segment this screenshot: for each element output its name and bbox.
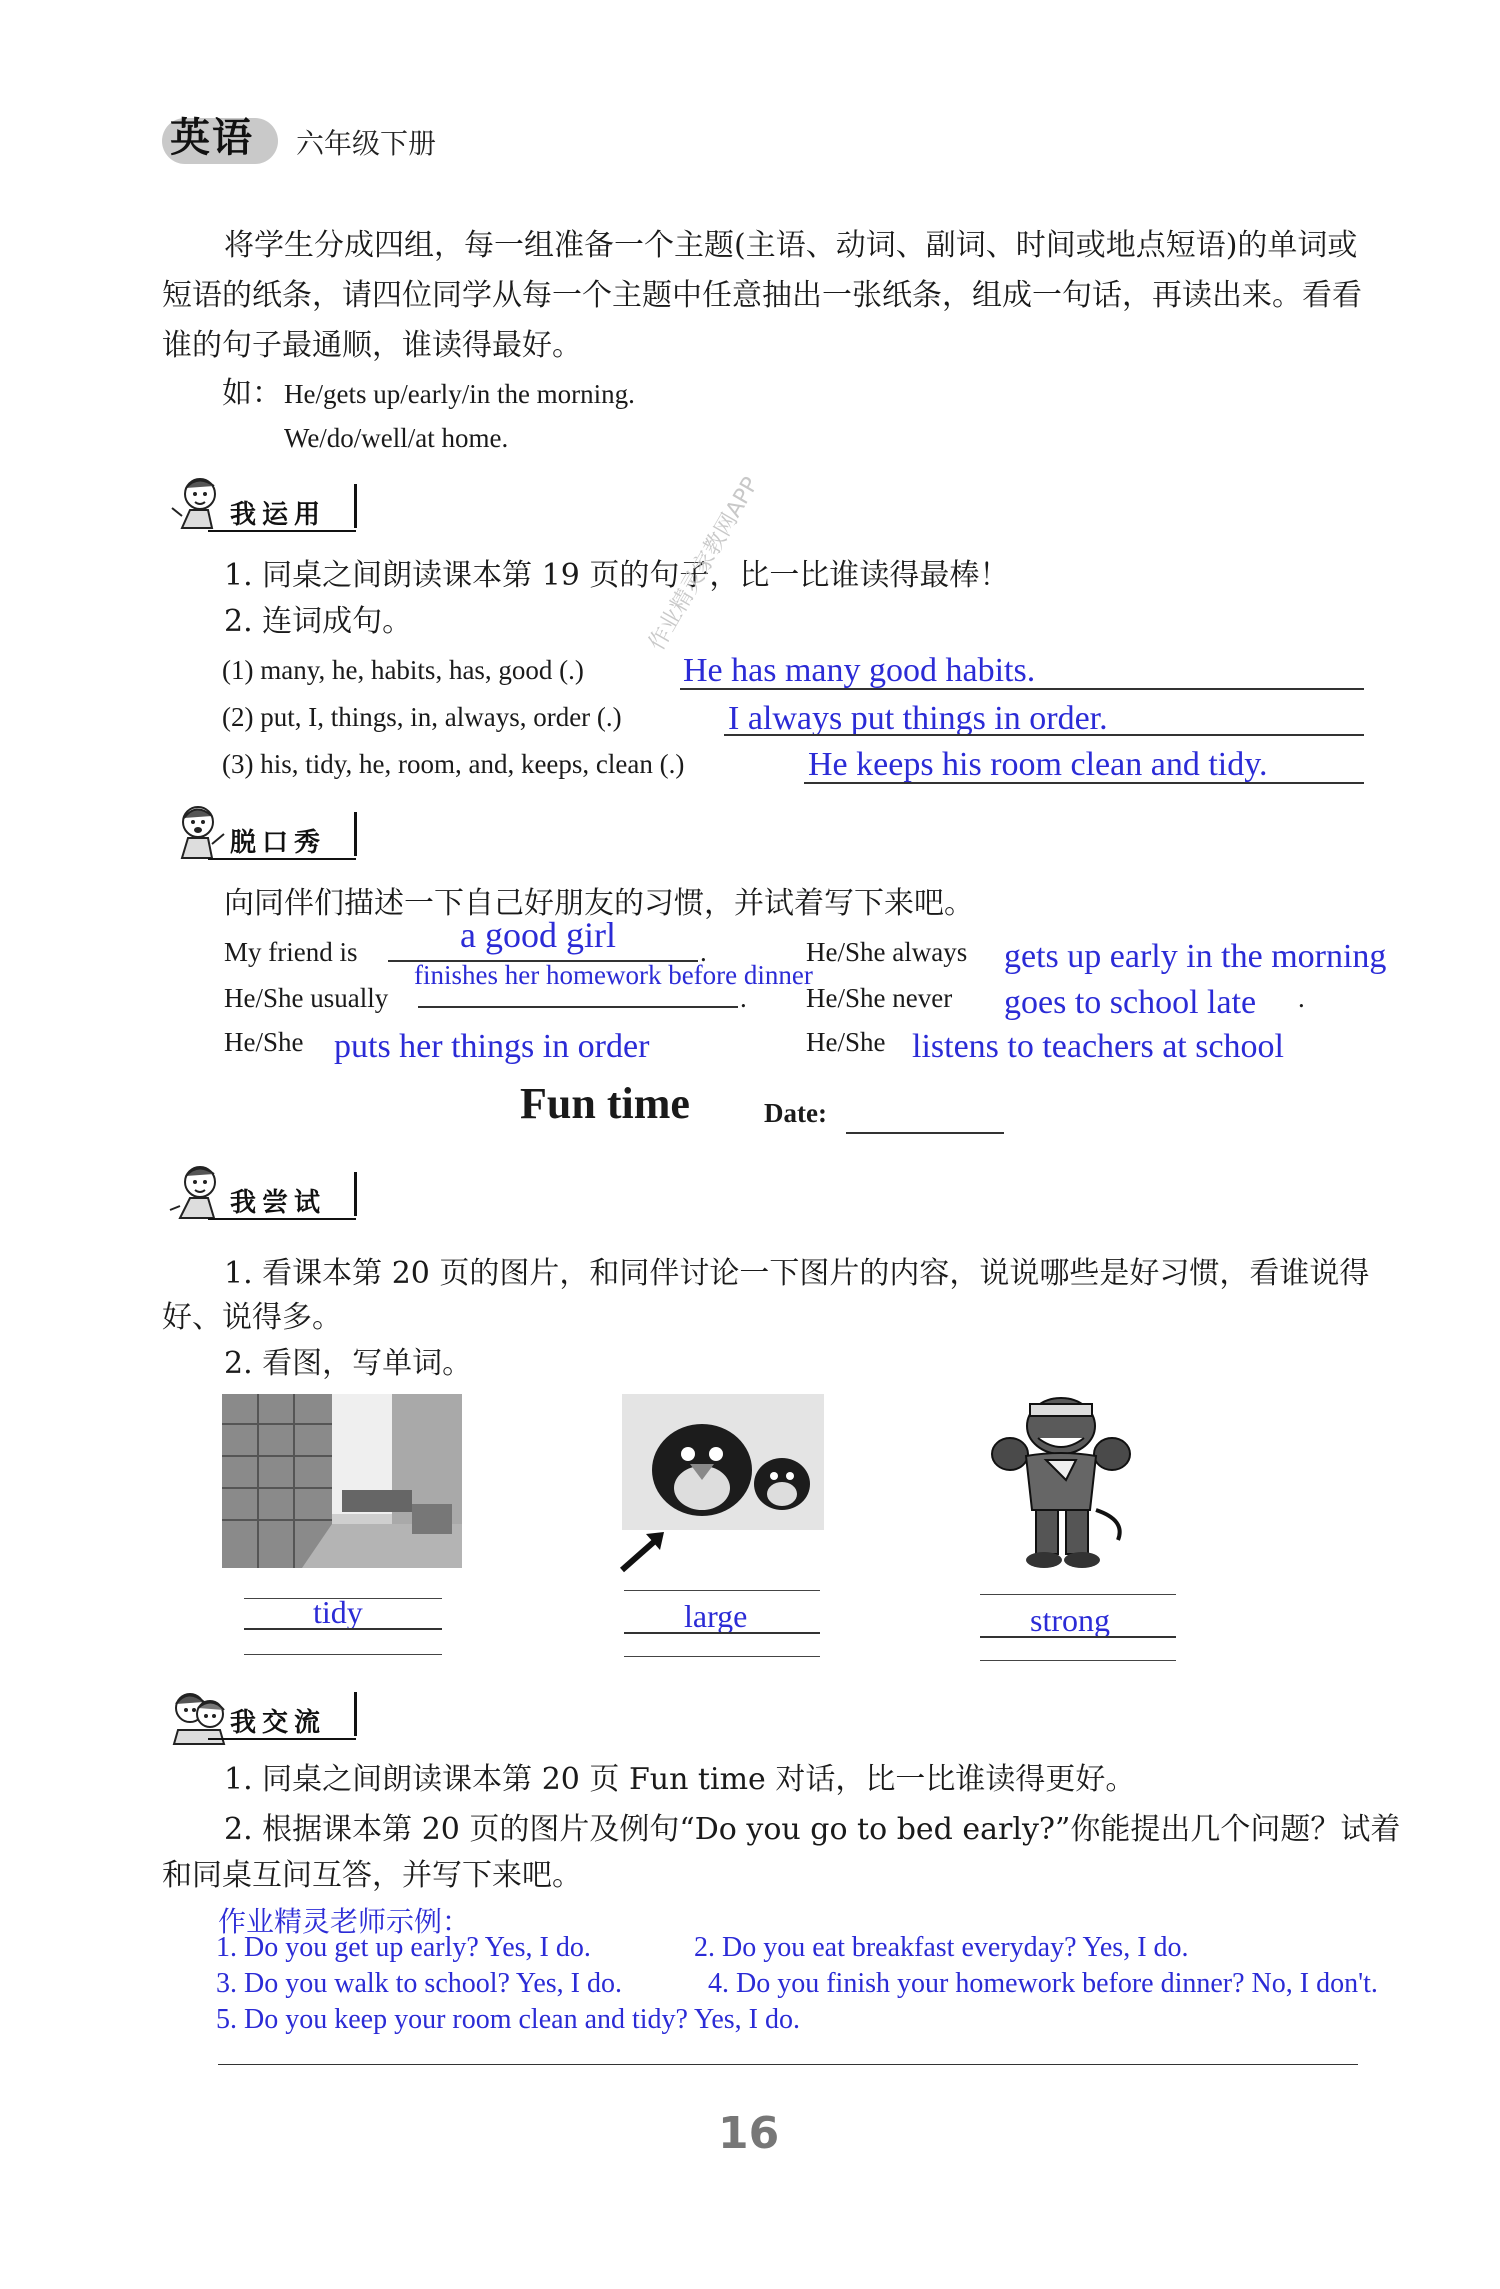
- teacher-example-label: 作业精灵老师示例：: [218, 1905, 471, 1938]
- large-bird-picture: [622, 1394, 824, 1530]
- example-label: 如：: [222, 376, 282, 411]
- try-q1-line1: 1. 看课本第 20 页的图片，和同伴讨论一下图片的内容，说说哪些是好习惯，看谁说得: [224, 1256, 1370, 1291]
- communicate-q2-line2: 和同桌互问互答，并写下来吧。: [162, 1858, 582, 1893]
- use-item-3-prompt: (3) his, tidy, he, room, and, keeps, clean (.): [222, 749, 685, 779]
- intro-line-1: 将学生分成四组，每一组准备一个主题(主语、动词、副词、时间或地点短语)的单词或: [224, 228, 1358, 263]
- talk-show-instruction: 向同伴们描述一下自己好朋友的习惯，并试着写下来吧。: [224, 886, 974, 921]
- example-1: He/gets up/early/in the morning.: [284, 379, 635, 409]
- section-bar: [354, 1692, 357, 1736]
- he-answer-1: puts her things in order: [334, 1028, 650, 1065]
- always-answer: gets up early in the morning: [1004, 938, 1387, 975]
- teacher-example-1: 1. Do you get up early? Yes, I do.: [216, 1932, 591, 1963]
- always-label: He/She always: [806, 937, 968, 967]
- he-label-1: He/She: [224, 1027, 304, 1057]
- answer-line: [680, 688, 1364, 690]
- watermark: 作业精灵家教网APP: [644, 473, 764, 655]
- strong-wolf-illustration-icon: [986, 1390, 1136, 1572]
- answer-line: [980, 1594, 1176, 1595]
- intro-line-3: 谁的句子最通顺，谁读得最好。: [162, 328, 582, 363]
- answer-line: [244, 1628, 442, 1630]
- strong-wolf-picture: [986, 1390, 1136, 1572]
- answer-line: [624, 1656, 820, 1657]
- never-label: He/She never: [806, 983, 953, 1013]
- answer-line: [244, 1654, 442, 1655]
- use-item-1-answer: He has many good habits.: [683, 652, 1036, 689]
- section-header-try: [168, 1160, 368, 1226]
- date-label: Date:: [764, 1098, 827, 1128]
- section-bar: [354, 1172, 357, 1216]
- try-q2: 2. 看图，写单词。: [224, 1346, 473, 1381]
- intro-line-2: 短语的纸条，请四位同学从每一个主题中任意抽出一张纸条，组成一句话，再读出来。看看: [162, 278, 1362, 313]
- answer-line: [804, 782, 1364, 784]
- answer-line: [418, 1006, 738, 1008]
- tidy-room-picture: [222, 1394, 462, 1568]
- subject-badge: [160, 112, 278, 164]
- teacher-example-5: 5. Do you keep your room clean and tidy? Yes, I do.: [216, 2004, 801, 2035]
- answer-line: [980, 1660, 1176, 1661]
- teacher-example-3: 3. Do you walk to school? Yes, I do.: [216, 1968, 622, 1999]
- subject-title: 英语: [170, 115, 254, 161]
- section-underline: [208, 858, 356, 860]
- never-answer: goes to school late: [1004, 984, 1257, 1021]
- grade-label: 六年级下册: [296, 127, 437, 160]
- mascot-kids-icon: [168, 1680, 228, 1746]
- section-header-use: [168, 472, 368, 538]
- period: .: [700, 937, 707, 967]
- friend-answer: a good girl: [460, 915, 616, 955]
- mascot-girl-icon: [168, 472, 228, 538]
- teacher-example-2: 2. Do you eat breakfast everyday? Yes, I do.: [694, 1932, 1189, 1963]
- communicate-q1: 1. 同桌之间朗读课本第 20 页 Fun time 对话，比一比谁读得更好。: [224, 1762, 1136, 1797]
- communicate-q2-line1: 2. 根据课本第 20 页的图片及例句“Do you go to bed early?”你能提出几个问题？试着: [224, 1812, 1401, 1847]
- use-item-1-prompt: (1) many, he, habits, has, good (.): [222, 655, 584, 685]
- section-title-talk-show: 脱口秀: [230, 828, 327, 858]
- section-underline: [208, 530, 356, 532]
- section-header-talk-show: [168, 800, 368, 866]
- answer-line: [624, 1632, 820, 1634]
- use-item-2-prompt: (2) put, I, things, in, always, order (.): [222, 702, 622, 732]
- section-underline: [208, 1218, 356, 1220]
- section-underline: [208, 1738, 356, 1740]
- section-title-try: 我尝试: [230, 1188, 327, 1218]
- angry-bird-illustration-icon: [622, 1394, 824, 1530]
- picture-2-answer: large: [684, 1598, 748, 1634]
- teacher-example-4: 4. Do you finish your homework before dinner? No, I don't.: [708, 1968, 1378, 1999]
- mascot-girl-icon: [168, 1160, 228, 1226]
- answer-line: [218, 2064, 1358, 2065]
- date-line[interactable]: [846, 1132, 1004, 1134]
- picture-3-answer: strong: [1030, 1602, 1110, 1638]
- use-item-2-answer: I always put things in order.: [728, 700, 1108, 737]
- section-bar: [354, 812, 357, 856]
- try-q1-line2: 好、说得多。: [162, 1300, 342, 1335]
- use-q2: 2. 连词成句。: [224, 604, 413, 639]
- fun-time-title: Fun time: [520, 1079, 690, 1128]
- section-title-communicate: 我交流: [230, 1708, 327, 1738]
- arrow-icon: [618, 1530, 668, 1574]
- section-title-use: 我运用: [230, 500, 327, 530]
- picture-1-answer: tidy: [313, 1594, 363, 1630]
- use-item-3-answer: He keeps his room clean and tidy.: [808, 746, 1268, 783]
- room-illustration-icon: [222, 1394, 462, 1568]
- answer-line: [980, 1636, 1176, 1638]
- usually-answer: finishes her homework before dinner: [414, 960, 813, 990]
- usually-label: He/She usually: [224, 983, 389, 1013]
- page-number: 16: [718, 2108, 780, 2159]
- he-label-2: He/She: [806, 1027, 886, 1057]
- section-header-communicate: [168, 1680, 368, 1746]
- example-2: We/do/well/at home.: [284, 423, 509, 453]
- mascot-girl-icon: [168, 800, 228, 866]
- answer-line: [724, 734, 1364, 736]
- answer-line: [624, 1590, 820, 1591]
- he-answer-2: listens to teachers at school: [912, 1028, 1285, 1065]
- friend-label: My friend is: [224, 937, 358, 967]
- use-q1: 1. 同桌之间朗读课本第 19 页的句子，比一比谁读得最棒！: [224, 558, 1010, 593]
- period: .: [1298, 983, 1305, 1013]
- section-bar: [354, 484, 357, 528]
- period: .: [740, 983, 747, 1013]
